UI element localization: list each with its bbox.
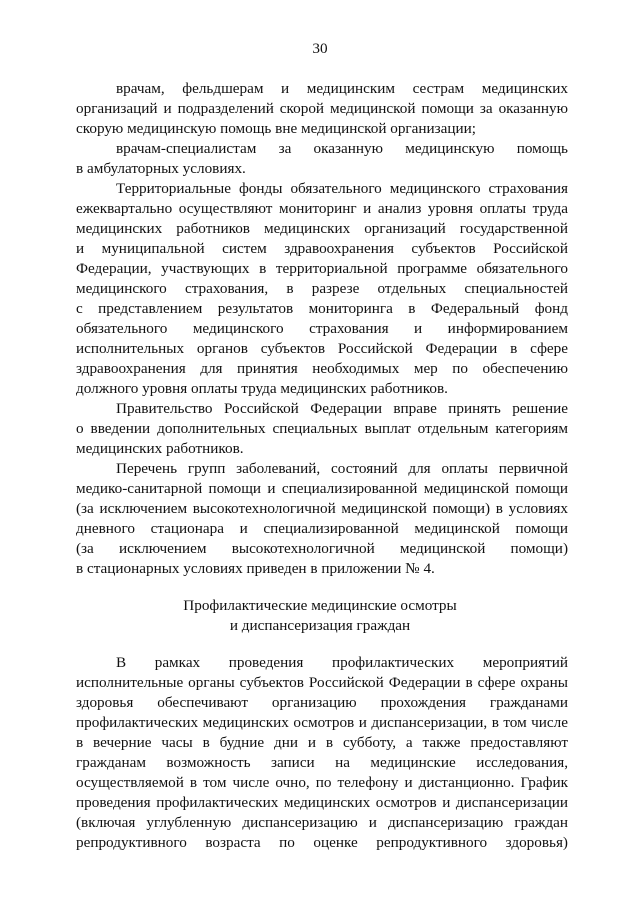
text-line: медицинских работников. (76, 440, 244, 457)
section-heading-line-1: Профилактические медицинские осмотры (183, 597, 457, 614)
text-line: гражданам возможность записи на медицинские исследования, (76, 754, 568, 771)
text-line: Правительство Российской Федерации вправе принять решение (116, 400, 568, 417)
text-line: (включая углубленную диспансеризацию и диспансеризацию граждан (76, 814, 568, 831)
text-line: обязательного медицинского страхования и информированием (76, 320, 568, 337)
text-line: врачам, фельдшерам и медицинским сестрам медицинских (116, 80, 568, 97)
text-line: врачам-специалистам за оказанную медицинскую помощь (116, 140, 568, 157)
text-line: Территориальные фонды обязательного медицинского страхования (116, 180, 568, 197)
text-line: репродуктивного возраста по оценке репродуктивного здоровья) (76, 834, 568, 851)
text-line: (за исключением высокотехнологичной медицинской помощи) (76, 540, 568, 557)
text-line: дневного стационара и специализированной медицинской помощи (76, 520, 568, 537)
text-line: медико-санитарной помощи и специализированной медицинской помощи (76, 480, 568, 497)
text-line: профилактических медицинских осмотров и диспансеризации, в том числе (76, 714, 568, 731)
text-line: медицинских работников медицинских организаций государственной (76, 220, 568, 237)
text-line: о введении дополнительных специальных выплат отдельным категориям (76, 420, 568, 437)
page-number: 30 (312, 40, 328, 57)
text-line: и муниципальной систем здравоохранения субъектов Российской (76, 240, 568, 257)
text-line: исполнительные органы субъектов Российской Федерации в сфере охраны (76, 674, 568, 691)
text-line: ежеквартально осуществляют мониторинг и анализ уровня оплаты труда (76, 200, 568, 217)
text-line: здоровья обеспечивают организацию прохождения гражданами (76, 694, 568, 711)
text-line: осуществляемой в том числе очно, по телефону и дистанционно. График (76, 774, 568, 791)
text-line: с представлением результатов мониторинга в Федеральный фонд (76, 300, 568, 317)
section-heading-line-2: и диспансеризация граждан (229, 617, 411, 634)
text-line: здравоохранения для принятия необходимых мер по обеспечению (76, 360, 568, 377)
text-line: в амбулаторных условиях. (76, 160, 246, 177)
text-line: должного уровня оплаты труда медицинских работников. (76, 380, 448, 397)
text-line: Перечень групп заболеваний, состояний для оплаты первичной (116, 460, 568, 477)
text-line: проведения профилактических медицинских осмотров и диспансеризации (76, 794, 568, 811)
text-line: медицинского страхования, в разрезе отдельных специальностей (76, 280, 568, 297)
text-line: исполнительных органов субъектов Российской Федерации в сфере (76, 340, 568, 357)
text-line: В рамках проведения профилактических мероприятий (116, 654, 568, 671)
text-line: Федерации, участвующих в территориальной программе обязательного (76, 260, 568, 277)
text-line: (за исключением высокотехнологичной медицинской помощи) в условиях (76, 500, 568, 517)
text-line: организаций и подразделений скорой медицинской помощи за оказанную (76, 100, 568, 117)
text-line: в вечерние часы в будние дни и в субботу, а также предоставляют (76, 734, 568, 751)
text-line: в стационарных условиях приведен в приложении № 4. (76, 560, 435, 577)
text-line: скорую медицинскую помощь вне медицинской организации; (76, 120, 477, 137)
